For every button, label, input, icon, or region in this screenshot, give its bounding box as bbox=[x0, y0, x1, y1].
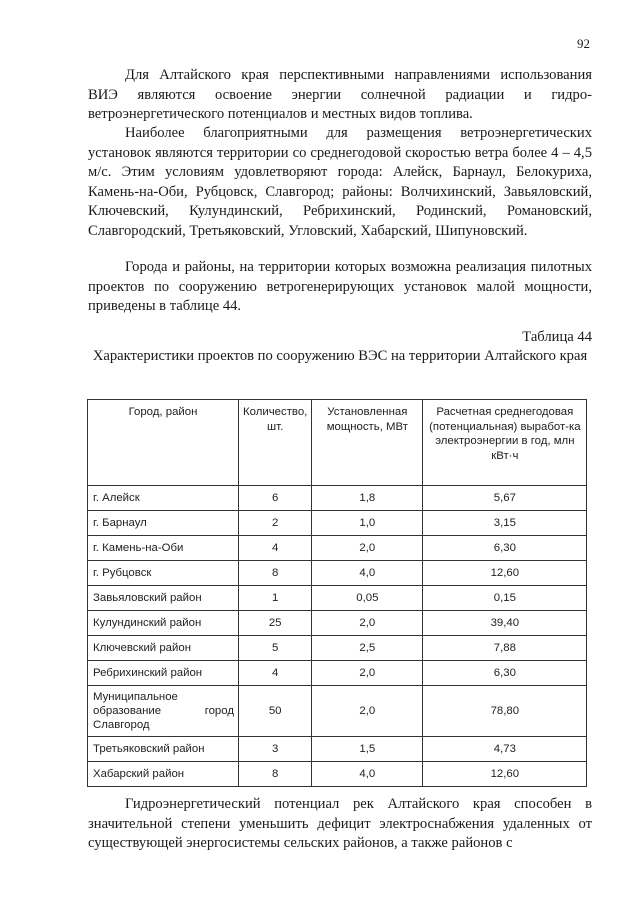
table-row bbox=[88, 636, 587, 661]
table-row bbox=[88, 511, 587, 536]
cell-capacity: 2,0 bbox=[312, 661, 423, 686]
cell-output: 3,15 bbox=[423, 511, 587, 536]
paragraph-renewables-directions: Для Алтайского края перспективными направлениями использования ВИЭ являются освоение энергии солнечной радиации и гидро-ветроэнергетического потенциалов и местных видов топлива. bbox=[88, 67, 592, 123]
cell-output: 4,73 bbox=[423, 737, 587, 762]
cell-quantity: 50 bbox=[239, 686, 312, 737]
paragraph-wind-territories: Наиболее благоприятными для размещения ветроэнергетических установок являются территории со среднегодовой скоростью ветра более 4 – 4,5 м/с. Этим условиям удовлетворяют города: Алейск, Барнаул, Белокуриха, Камень-на-Оби, Рубцовск, Славгород; районы: Волчихинский, Завьяловский, Ключевский, Кулундинский, Ребрихинский, Родинский, Романовский, Славгородский, Третьяковский, Угловский, Хабарский, Шипуновский. bbox=[88, 125, 592, 239]
cell-capacity: 4,0 bbox=[312, 762, 423, 787]
cell-capacity: 1,0 bbox=[312, 511, 423, 536]
cell-capacity: 2,0 bbox=[312, 686, 423, 737]
cell-output: 12,60 bbox=[423, 762, 587, 787]
table-caption: Таблица 44 bbox=[522, 329, 592, 345]
cell-output: 6,30 bbox=[423, 661, 587, 686]
cell-city: г. Барнаул bbox=[88, 511, 239, 536]
paragraph-hydro-potential: Гидроэнергетический потенциал рек Алтайского края способен в значительной степени уменьшить дефицит электроснабжения удаленных от существующей энергосистемы сельских районов, а также районов с bbox=[88, 796, 592, 852]
cell-city: г. Камень-на-Оби bbox=[88, 536, 239, 561]
cell-quantity: 4 bbox=[239, 536, 312, 561]
table-header-row bbox=[88, 400, 587, 486]
cell-quantity: 8 bbox=[239, 561, 312, 586]
cell-output: 78,80 bbox=[423, 686, 587, 737]
cell-capacity: 0,05 bbox=[312, 586, 423, 611]
cell-capacity: 4,0 bbox=[312, 561, 423, 586]
cell-output: 7,88 bbox=[423, 636, 587, 661]
table-row bbox=[88, 762, 587, 787]
cell-capacity: 1,8 bbox=[312, 486, 423, 511]
cell-city: г. Рубцовск bbox=[88, 561, 239, 586]
table-row bbox=[88, 686, 587, 737]
table-row bbox=[88, 561, 587, 586]
header-capacity: Установленная мощность, МВт bbox=[312, 400, 423, 486]
cell-quantity: 3 bbox=[239, 737, 312, 762]
table-body bbox=[88, 486, 587, 787]
cell-city: Ключевский район bbox=[88, 636, 239, 661]
cell-quantity: 4 bbox=[239, 661, 312, 686]
table-row bbox=[88, 486, 587, 511]
cell-output: 6,30 bbox=[423, 536, 587, 561]
table-row bbox=[88, 661, 587, 686]
cell-quantity: 2 bbox=[239, 511, 312, 536]
cell-quantity: 25 bbox=[239, 611, 312, 636]
cell-capacity: 2,0 bbox=[312, 536, 423, 561]
table-row bbox=[88, 611, 587, 636]
header-city: Город, район bbox=[88, 400, 239, 486]
page-number: 92 bbox=[577, 36, 590, 51]
cell-capacity: 2,0 bbox=[312, 611, 423, 636]
cell-output: 5,67 bbox=[423, 486, 587, 511]
cell-output: 39,40 bbox=[423, 611, 587, 636]
cell-city: Третьяковский район bbox=[88, 737, 239, 762]
wind-projects-table bbox=[87, 399, 587, 787]
table-row bbox=[88, 737, 587, 762]
cell-capacity: 1,5 bbox=[312, 737, 423, 762]
table-row bbox=[88, 586, 587, 611]
cell-city: Ребрихинский район bbox=[88, 661, 239, 686]
paragraph-pilot-projects: Города и районы, на территории которых возможна реализация пилотных проектов по сооружению ветрогенерирующих установок малой мощности, приведены в таблице 44. bbox=[88, 259, 592, 315]
table-row bbox=[88, 536, 587, 561]
cell-quantity: 6 bbox=[239, 486, 312, 511]
header-annual-output: Расчетная среднегодовая (потенциальная) выработ-ка электроэнергии в год, млн кВт·ч bbox=[423, 400, 587, 486]
cell-quantity: 8 bbox=[239, 762, 312, 787]
cell-city: Хабарский район bbox=[88, 762, 239, 787]
cell-output: 12,60 bbox=[423, 561, 587, 586]
cell-city: Завьяловский район bbox=[88, 586, 239, 611]
cell-output: 0,15 bbox=[423, 586, 587, 611]
cell-city: г. Алейск bbox=[88, 486, 239, 511]
cell-quantity: 5 bbox=[239, 636, 312, 661]
cell-capacity: 2,5 bbox=[312, 636, 423, 661]
cell-quantity: 1 bbox=[239, 586, 312, 611]
cell-city: Муниципальное образование город Славгород bbox=[88, 686, 239, 737]
table-title: Характеристики проектов по сооружению ВЭС на территории Алтайского края bbox=[92, 348, 588, 364]
header-quantity: Количество, шт. bbox=[239, 400, 312, 486]
cell-city: Кулундинский район bbox=[88, 611, 239, 636]
